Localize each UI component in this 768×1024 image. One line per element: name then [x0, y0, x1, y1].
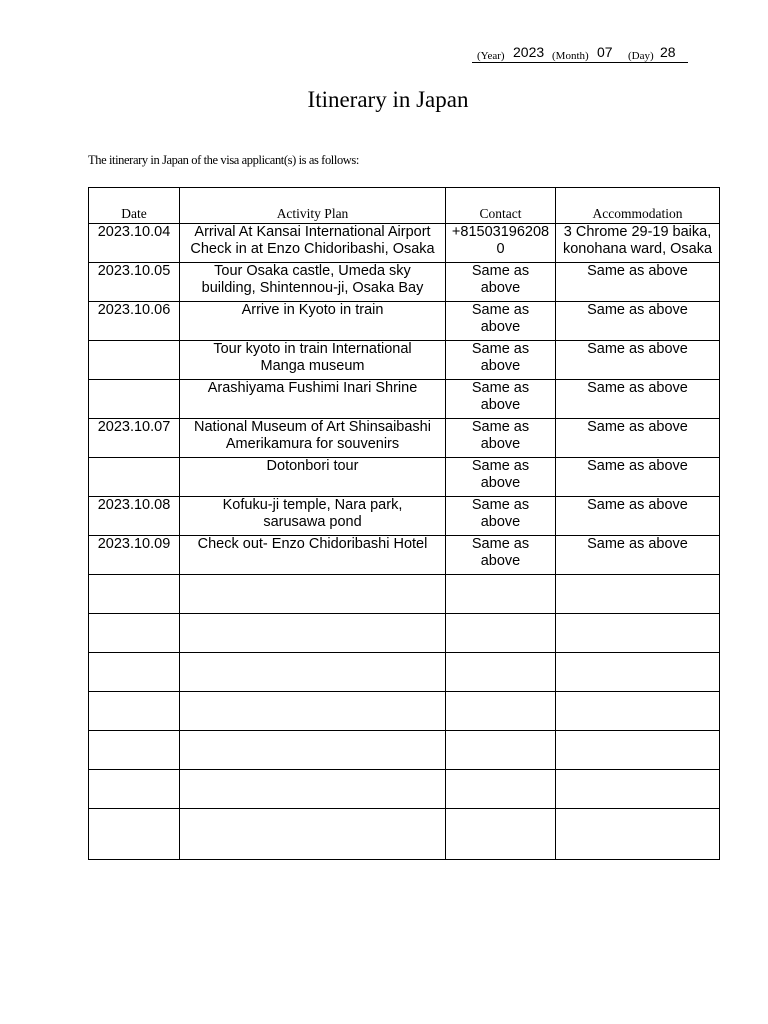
contact-cell [446, 302, 556, 341]
contact-cell-line: Same as [471, 263, 530, 279]
contact-cell [446, 263, 556, 302]
accommodation-cell-line: Same as above [587, 341, 688, 357]
accommodation-cell-line: Same as above [587, 263, 688, 279]
year-label: (Year) [477, 50, 505, 62]
contact-cell-line: above [480, 319, 521, 335]
accommodation-cell-line: Same as above [587, 536, 688, 552]
activity-cell-line: Arrive in Kyoto in train [241, 302, 384, 318]
empty-table-row [89, 575, 720, 614]
activity-cell-line: Arashiyama Fushimi Inari Shrine [207, 380, 418, 396]
date-cell: 2023.10.07 [89, 419, 180, 458]
contact-cell [446, 809, 556, 860]
accommodation-cell [556, 770, 720, 809]
activity-cell [180, 692, 446, 731]
activity-cell-line: Check in at Enzo Chidoribashi, Osaka [190, 241, 435, 257]
document-date [472, 44, 688, 63]
header-contact: Contact [446, 188, 556, 224]
contact-cell [446, 536, 556, 575]
page-title: Itinerary in Japan [307, 87, 469, 112]
activity-cell [180, 770, 446, 809]
date-cell: 2023.10.06 [89, 302, 180, 341]
intro-text: The itinerary in Japan of the visa applicant(s) is as follows: [88, 153, 359, 167]
activity-cell-line: Kofuku-ji temple, Nara park, [222, 497, 403, 513]
contact-cell-line: above [480, 553, 521, 569]
itinerary-table [88, 187, 720, 860]
year-value: 2023 [513, 44, 545, 60]
date-cell [89, 809, 180, 860]
activity-cell [180, 302, 446, 341]
header-activity-plan: Activity Plan [180, 188, 446, 224]
activity-cell-line: Amerikamura for souvenirs [225, 436, 400, 452]
empty-table-row [89, 653, 720, 692]
contact-cell [446, 458, 556, 497]
accommodation-cell-line: 3 Chrome 29-19 baika, [563, 224, 712, 240]
date-cell [89, 653, 180, 692]
date-cell [89, 731, 180, 770]
contact-cell [446, 380, 556, 419]
empty-table-row [89, 809, 720, 860]
month-label: (Month) [552, 50, 589, 62]
date-cell: 2023.10.05 [89, 263, 180, 302]
contact-cell [446, 224, 556, 263]
contact-cell-line: above [480, 436, 521, 452]
activity-cell-line: Manga museum [260, 358, 365, 374]
activity-cell [180, 341, 446, 380]
itinerary-body [89, 224, 720, 860]
date-cell [89, 692, 180, 731]
date-cell [89, 770, 180, 809]
accommodation-cell-line: Same as above [587, 302, 688, 318]
activity-cell-line: Tour kyoto in train International [213, 341, 412, 357]
empty-table-row [89, 614, 720, 653]
accommodation-cell [556, 692, 720, 731]
date-cell [89, 458, 180, 497]
table-header-row [89, 188, 720, 224]
contact-cell-line: Same as [471, 380, 530, 396]
activity-cell-line: National Museum of Art Shinsaibashi [194, 419, 431, 435]
contact-cell [446, 770, 556, 809]
accommodation-cell-line: konohana ward, Osaka [562, 241, 713, 257]
contact-cell [446, 419, 556, 458]
contact-cell-line: above [480, 397, 521, 413]
contact-cell-line: 0 [496, 241, 505, 257]
activity-cell [180, 536, 446, 575]
accommodation-cell [556, 731, 720, 770]
table-row [89, 458, 720, 497]
contact-cell [446, 575, 556, 614]
contact-cell-line: Same as [471, 419, 530, 435]
contact-cell [446, 341, 556, 380]
accommodation-cell [556, 341, 720, 380]
activity-cell-line: Arrival At Kansai International Airport [194, 224, 431, 240]
accommodation-cell [556, 536, 720, 575]
date-cell [89, 341, 180, 380]
contact-cell [446, 614, 556, 653]
accommodation-cell-line: Same as above [587, 419, 688, 435]
accommodation-cell [556, 302, 720, 341]
contact-cell [446, 692, 556, 731]
accommodation-cell [556, 497, 720, 536]
activity-cell [180, 263, 446, 302]
table-row [89, 497, 720, 536]
accommodation-cell [556, 380, 720, 419]
contact-cell-line: Same as [471, 497, 530, 513]
date-cell [89, 380, 180, 419]
date-cell: 2023.10.08 [89, 497, 180, 536]
day-value: 28 [660, 44, 676, 60]
activity-cell [180, 224, 446, 263]
date-cell [89, 614, 180, 653]
date-cell: 2023.10.09 [89, 536, 180, 575]
contact-cell-line: above [480, 514, 521, 530]
contact-cell-line: Same as [471, 302, 530, 318]
accommodation-cell [556, 575, 720, 614]
activity-cell [180, 614, 446, 653]
empty-table-row [89, 731, 720, 770]
header-date: Date [89, 188, 180, 224]
accommodation-cell [556, 614, 720, 653]
activity-cell-line: sarusawa pond [263, 514, 362, 530]
contact-cell [446, 731, 556, 770]
activity-cell [180, 380, 446, 419]
table-row [89, 380, 720, 419]
activity-cell-line: Check out- Enzo Chidoribashi Hotel [197, 536, 428, 552]
activity-cell [180, 575, 446, 614]
activity-cell-line: building, Shintennou-ji, Osaka Bay [201, 280, 424, 296]
activity-cell [180, 809, 446, 860]
table-row [89, 302, 720, 341]
activity-cell [180, 731, 446, 770]
empty-table-row [89, 770, 720, 809]
table-row [89, 224, 720, 263]
activity-cell [180, 497, 446, 536]
accommodation-cell [556, 809, 720, 860]
table-row [89, 536, 720, 575]
contact-cell-line: Same as [471, 536, 530, 552]
accommodation-cell [556, 263, 720, 302]
activity-cell [180, 458, 446, 497]
accommodation-cell [556, 224, 720, 263]
accommodation-cell-line: Same as above [587, 497, 688, 513]
accommodation-cell [556, 419, 720, 458]
contact-cell-line: Same as [471, 341, 530, 357]
day-label: (Day) [628, 50, 654, 62]
contact-cell [446, 653, 556, 692]
contact-cell-line: above [480, 358, 521, 374]
activity-cell-line: Dotonbori tour [266, 458, 359, 474]
accommodation-cell-line: Same as above [587, 380, 688, 396]
contact-cell-line: +81503196208 [451, 224, 550, 240]
accommodation-cell-line: Same as above [587, 458, 688, 474]
contact-cell-line: above [480, 280, 521, 296]
contact-cell [446, 497, 556, 536]
contact-cell-line: Same as [471, 458, 530, 474]
accommodation-cell [556, 653, 720, 692]
empty-table-row [89, 692, 720, 731]
month-value: 07 [597, 44, 613, 60]
activity-cell [180, 419, 446, 458]
contact-cell-line: above [480, 475, 521, 491]
table-row [89, 341, 720, 380]
accommodation-cell [556, 458, 720, 497]
table-row [89, 263, 720, 302]
date-cell [89, 575, 180, 614]
activity-cell-line: Tour Osaka castle, Umeda sky [214, 263, 411, 279]
table-row [89, 419, 720, 458]
date-cell: 2023.10.04 [89, 224, 180, 263]
activity-cell [180, 653, 446, 692]
header-accommodation: Accommodation [556, 188, 720, 224]
